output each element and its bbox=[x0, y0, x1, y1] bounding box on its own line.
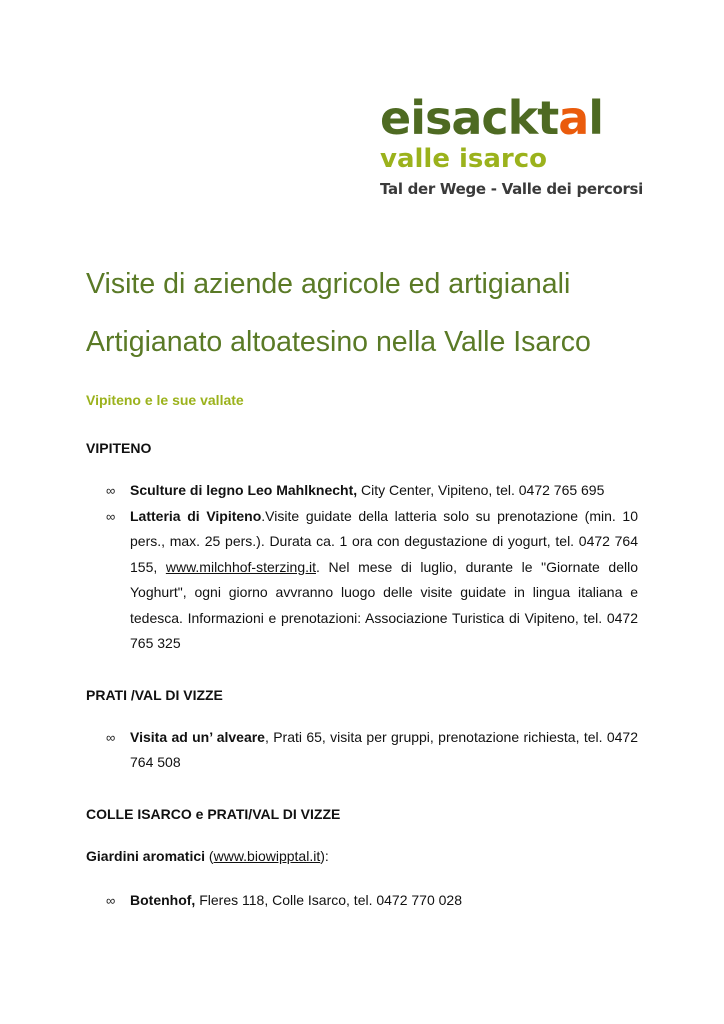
logo-subtitle: valle isarco bbox=[380, 144, 548, 174]
area-subtitle: Vipiteno e le sue vallate bbox=[86, 392, 244, 408]
document-title-line-1: Visite di aziende agricole ed artigianali bbox=[86, 268, 571, 300]
gardens-line bbox=[86, 848, 638, 864]
logo-wordmark bbox=[380, 92, 650, 144]
section-heading-vipiteno: VIPITENO bbox=[86, 440, 152, 456]
logo-wordmark-start: eisackt bbox=[380, 91, 559, 145]
item-details: , Prati 65, visita per gruppi, prenotazione richiesta, tel. 0472 764 508 bbox=[130, 728, 638, 770]
list-item bbox=[86, 888, 638, 914]
item-details: Fleres 118, Colle Isarco, tel. 0472 770 028 bbox=[195, 891, 463, 908]
eisacktal-logo bbox=[380, 92, 650, 198]
logo-tagline: Tal der Wege - Valle dei percorsi bbox=[380, 180, 644, 198]
item-name: Sculture di legno Leo Mahlknecht, bbox=[130, 482, 358, 498]
document-body bbox=[86, 258, 638, 913]
list-item bbox=[86, 725, 638, 776]
list-vipiteno bbox=[86, 478, 638, 657]
section-heading-colle: COLLE ISARCO e PRATI/VAL DI VIZZE bbox=[86, 805, 341, 822]
logo-wordmark-end: l bbox=[588, 91, 604, 145]
gardens-paren-open: ( bbox=[205, 847, 214, 864]
bullet-icon: ∞ bbox=[106, 892, 116, 908]
item-details: .Visite guidate della latteria solo su prenotazione (min. 10 pers., max. 25 pers.). Durata ca. 1 ora con degustazione di yogurt, tel. 0472 764 155, bbox=[130, 507, 639, 575]
document-title-line-2: Artigianato altoatesino nella Valle Isarco bbox=[86, 326, 591, 358]
bullet-icon: ∞ bbox=[106, 483, 116, 498]
list-colle bbox=[86, 888, 638, 914]
list-prati bbox=[86, 725, 638, 776]
biowipptal-link[interactable]: www.biowipptal.it bbox=[213, 847, 321, 864]
gardens-paren-close: ): bbox=[320, 847, 329, 864]
gardens-label: Giardini aromatici bbox=[86, 847, 206, 864]
list-item bbox=[86, 504, 638, 657]
logo-wordmark-accent: a bbox=[558, 91, 589, 145]
item-details-cont: . Nel mese di luglio, durante le "Giornate dello Yoghurt", ogni giorno avvranno luogo delle visite guidate in lingua italiana e tedesca. Informazioni e prenotazioni: Associazione Turistica di Vipiteno, tel. 0472 765 325 bbox=[130, 558, 638, 651]
item-name: Botenhof, bbox=[130, 891, 196, 908]
item-name: Visita ad un’ alveare bbox=[130, 728, 265, 745]
item-name: Latteria di Vipiteno bbox=[130, 507, 262, 524]
milchhof-link[interactable]: www.milchhof-sterzing.it bbox=[165, 558, 316, 575]
item-details: City Center, Vipiteno, tel. 0472 765 695 bbox=[357, 482, 605, 498]
bullet-icon: ∞ bbox=[106, 729, 116, 745]
bullet-icon: ∞ bbox=[106, 508, 116, 524]
list-item bbox=[86, 478, 638, 504]
section-heading-prati: PRATI /VAL DI VIZZE bbox=[86, 686, 223, 703]
